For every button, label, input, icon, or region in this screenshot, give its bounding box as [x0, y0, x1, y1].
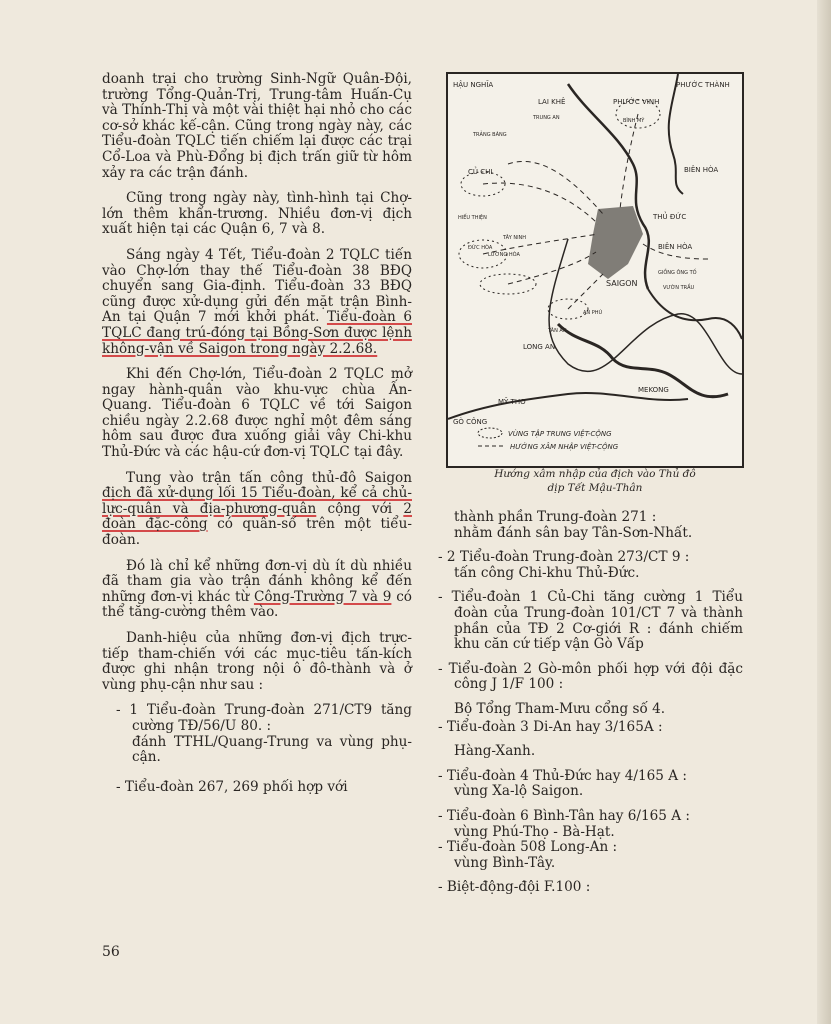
highlighted-text-15-battalions: địch đã xử-dụng lối 15 Tiểu-đoàn, kể cả chủ-lực-quân và địa-phương-quân [102, 485, 412, 517]
map-label: BÌNH MỸ [623, 118, 645, 124]
map-label: VƯỜN TRẦU [663, 285, 695, 291]
map-label: TRẢNG BÀNG [473, 132, 507, 138]
list-item-r3-target: Bộ Tổng Tham-Mưu cổng số 4. [454, 700, 666, 717]
list-item-r7: - Tiểu-đoàn 508 Long-An : [438, 839, 618, 856]
map-label: BIÊN HÒA [658, 243, 693, 251]
list-item-r6-target: vùng Phú-Thọ - Bà-Hạt. [454, 823, 615, 840]
infiltration-route [483, 234, 598, 254]
legend-zone-symbol [478, 428, 502, 438]
list-item-r5-target: vùng Xa-lộ Saigon. [454, 783, 584, 800]
list-item-r0: thành phần Trung-đoàn 271 : [454, 509, 657, 525]
map-label: MEKONG [638, 386, 669, 394]
saigon-area [588, 206, 643, 279]
paragraph-6-text-a: Đó là chỉ kể những đơn-vị dù ít dù nhiều đã tham gia vào trận đánh không kể đến những đơn-vị khác từ [102, 557, 412, 605]
map-caption-line-2: dịp Tết Mậu-Thân [547, 482, 643, 494]
list-item-r8: - Biệt-động-đội F.100 : [438, 879, 591, 896]
map-label: BIÊN HÒA [684, 166, 719, 174]
list-item-2: - Tiểu-đoàn 267, 269 phối hợp với [116, 778, 348, 795]
highlighted-text-tqlc6: Tiểu-đoàn 6 TQLC đang trú-đóng tại Bồng-Sơn được lệnh không-vận về Saigon trong ngày 2.2.68. [102, 309, 412, 357]
map-label: TÂN AN [548, 328, 567, 334]
map-label: LONG AN [523, 343, 556, 351]
paragraph-7: Danh-hiệu của những đơn-vị địch trực-tiếp tham-chiến với các mục-tiêu tấn-kích được ghi nhận trong nội ô đô-thành và ở vùng phụ-cận như sau : [102, 630, 412, 693]
map-caption [446, 467, 744, 495]
map-label: PHƯỚC VINH [613, 98, 660, 106]
list-item-r3: - Tiểu-đoàn 2 Gò-môn phối hợp với đội đặc công J 1/F 100 : [438, 660, 743, 693]
paragraph-3 [102, 248, 412, 357]
legend-label-zone: VÙNG TẬP TRUNG VIỆT-CỘNG [508, 430, 612, 438]
infiltration-route [508, 252, 596, 284]
highlighted-text-cong-truong: Công-Trường 7 và 9 [253, 588, 392, 605]
map-caption-line-1: Hướng xâm nhập của địch vào Thủ đô [494, 468, 696, 480]
map-label: LAI KHÊ [538, 98, 566, 106]
paragraph-2: Cũng trong ngày này, tình-hình tại Chợ-lớn thêm khẩn-trương. Nhiều đơn-vị địch xuất hiện tại các Quận 6, 7 và 8. [102, 190, 412, 238]
list-item-r7-target: vùng Bình-Tây. [454, 854, 556, 871]
map-label: LƯƠNG HÒA [488, 252, 520, 258]
list-item-r4: - Tiểu-đoàn 3 Di-An hay 3/165A : [438, 718, 663, 735]
paragraph-5-text-c: có quân-số trên một tiểu-đoàn. [102, 516, 412, 549]
list-item-1-target: đánh TTHL/Quang-Trung va vùng phụ-cận. [132, 733, 412, 766]
paragraph-6-text-b: có thể tăng-cường thêm vào. [102, 588, 412, 621]
map-label: THỦ ĐỨC [653, 213, 687, 221]
map-svg [448, 74, 742, 466]
map-label-saigon: SAIGON [606, 279, 638, 288]
paragraph-5-text-a: Tung vào trận tấn công thủ-đô Saigon [126, 469, 412, 486]
left-column [102, 72, 412, 804]
page-spine-shadow [817, 0, 831, 1024]
map-label: MỸ THO [498, 398, 526, 406]
map-label: GÒ CÔNG [453, 418, 488, 426]
list-item-r6: - Tiểu-đoàn 6 Bình-Tân hay 6/165 A : [438, 807, 690, 824]
paragraph-3-text: Sáng ngày 4 Tết, Tiểu-đoàn 2 TQLC tiến vào Chợ-lớn thay thế Tiểu-đoàn 38 BĐQ chuyển sang Gia-định. Tiểu-đoàn 33 BĐQ cũng được xử-dụng gửi đến mặt trận Bình-An tại Quận 7 mới khởi phát. [102, 246, 412, 326]
legend-label-route: HƯỚNG XÂM NHẬP VIỆT-CỘNG [510, 443, 619, 451]
map-label: ĐỨC HÒA [468, 245, 493, 251]
map-label: HIẾU THIỆN [458, 215, 487, 221]
infiltration-route [508, 161, 603, 214]
map-label: TRUNG AN [533, 115, 560, 121]
paragraph-6 [102, 559, 412, 621]
map-label: PHƯỚC THÀNH [676, 81, 730, 89]
list-item-r2: - Tiểu-đoàn 1 Củ-Chi tăng cường 1 Tiểu đoàn của Trung-đoàn 101/CT 7 và thành phần của TĐ 2 Cơ-giới R : đánh chiếm khu căn cứ tiếp vận Gò Vấp [438, 589, 743, 653]
list-item-1: - 1 Tiểu-đoàn Trung-đoàn 271/CT9 tăng cường TĐ/56/U 80. : [116, 702, 412, 734]
map-figure [446, 72, 744, 468]
paragraph-4: Khi đến Chợ-lớn, Tiểu-đoàn 2 TQLC mở ngay hành-quân vào khu-vực chùa Ấn-Quang. Tiểu-đoàn 6 TQLC về tới Saigon chiều ngày 2.2.68 được nghỉ một đêm sáng hôm sau được đưa xuống giải vây Chi-khu Thủ-Đức và các hậu-cứ đơn-vị TQLC tại đây. [102, 366, 412, 461]
right-column [438, 510, 743, 905]
map-label: TÂY NINH [503, 235, 527, 241]
map-label: AN PHÚ [583, 310, 603, 316]
paragraph-5-text-b: cộng với [327, 500, 393, 517]
list-item-r0-target: nhằm đánh sân bay Tân-Sơn-Nhất. [454, 524, 693, 541]
map-label: GIỒNG ÔNG TỐ [658, 270, 697, 276]
map-label: CỦ CHI [468, 168, 493, 176]
river-dong-nai [669, 74, 683, 194]
river-mekong [448, 393, 688, 419]
paragraph-5 [102, 471, 412, 549]
paragraph-1: doanh trại cho trường Sinh-Ngữ Quân-Đội, trường Tổng-Quản-Trị, Trung-tâm Huấn-Cụ và Thính-Thị và một vài thiệt hại nhỏ cho các cơ-sở khác kế-cận. Cũng trong ngày này, các Tiểu-đoàn TQLC tiến chiếm lại được các trại Cổ-Loa và Phù-Đổng bị địch trấn giữ từ hôm xảy ra các trận đánh. [102, 71, 412, 181]
page-number: 56 [102, 944, 120, 960]
highlighted-text-sapper: 2 đoàn đặc-công [102, 500, 412, 533]
list-item-r5: - Tiểu-đoàn 4 Thủ-Đức hay 4/165 A : [438, 767, 687, 784]
list-item-r1-target: tấn công Chi-khu Thủ-Đức. [454, 564, 640, 581]
infiltration-route [483, 183, 598, 224]
river-nha-be [648, 289, 742, 339]
map-label: HẬU NGHĨA [453, 81, 494, 89]
list-item-r1: - 2 Tiểu-đoàn Trung-đoàn 273/CT 9 : [438, 549, 690, 566]
list-item-r4-target: Hàng-Xanh. [454, 743, 536, 760]
